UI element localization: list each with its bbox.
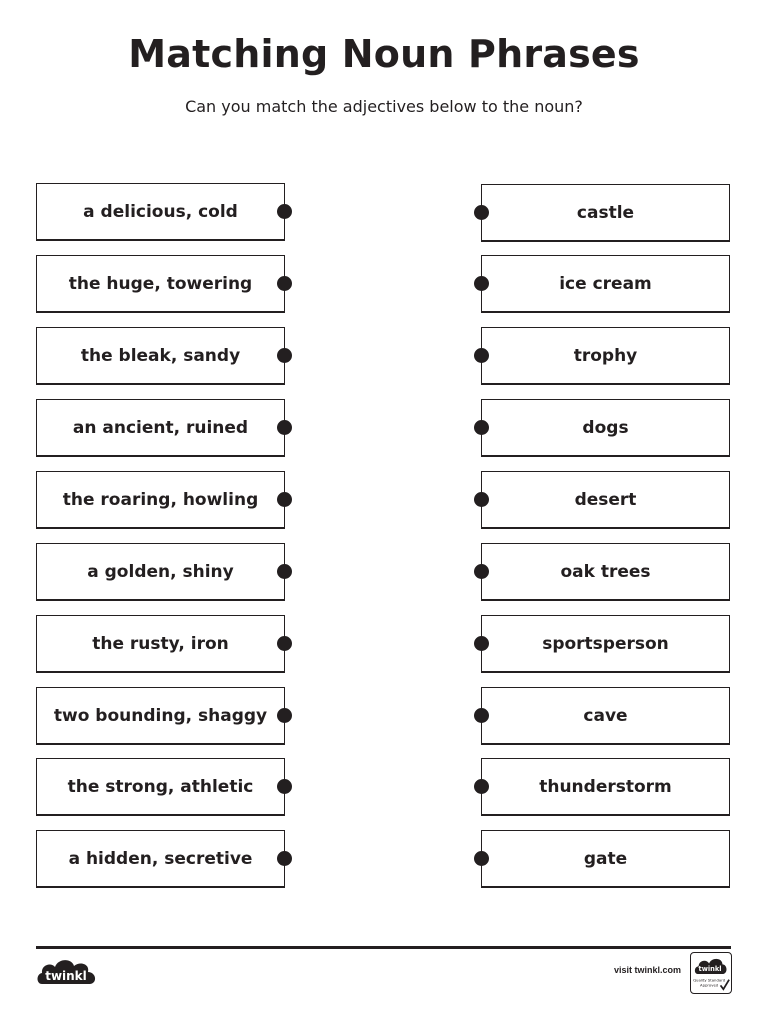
adjective-label: the strong, athletic: [67, 776, 254, 797]
twinkl-logo: [36, 954, 98, 990]
noun-card[interactable]: [481, 471, 730, 529]
visit-link[interactable]: visit twinkl.com: [613, 965, 681, 975]
connector-dot[interactable]: [277, 636, 292, 651]
adjective-label: a golden, shiny: [87, 561, 234, 582]
badge-brand: twinkl: [698, 965, 722, 974]
noun-label: dogs: [582, 417, 629, 438]
adjective-label: the huge, towering: [68, 273, 253, 294]
instructions: Can you match the adjectives below to the noun?: [185, 97, 583, 116]
noun-label: desert: [574, 489, 637, 510]
noun-label: trophy: [573, 345, 638, 366]
noun-label: sportsperson: [542, 633, 669, 654]
adjective-card[interactable]: [36, 615, 285, 673]
noun-card[interactable]: [481, 687, 730, 745]
noun-label: oak trees: [560, 561, 651, 582]
adjective-card[interactable]: [36, 830, 285, 888]
noun-card[interactable]: [481, 255, 730, 313]
connector-dot[interactable]: [474, 851, 489, 866]
connector-dot[interactable]: [474, 420, 489, 435]
badge-line2: Approved: [699, 982, 719, 988]
noun-label: gate: [583, 848, 628, 869]
noun-card[interactable]: [481, 327, 730, 385]
noun-card[interactable]: [481, 830, 730, 888]
adjective-card[interactable]: [36, 471, 285, 529]
adjective-card[interactable]: [36, 327, 285, 385]
connector-dot[interactable]: [277, 492, 292, 507]
adjective-card[interactable]: [36, 183, 285, 241]
connector-dot[interactable]: [277, 779, 292, 794]
noun-card[interactable]: [481, 399, 730, 457]
connector-dot[interactable]: [474, 276, 489, 291]
noun-label: thunderstorm: [539, 776, 672, 797]
noun-card[interactable]: [481, 758, 730, 816]
badge-line1: Quality Standard: [693, 977, 726, 983]
adjective-card[interactable]: [36, 758, 285, 816]
adjective-label: an ancient, ruined: [72, 417, 249, 438]
noun-card[interactable]: [481, 184, 730, 242]
adjective-card[interactable]: [36, 543, 285, 601]
adjective-card[interactable]: [36, 399, 285, 457]
noun-card[interactable]: [481, 615, 730, 673]
connector-dot[interactable]: [474, 779, 489, 794]
connector-dot[interactable]: [277, 204, 292, 219]
connector-dot[interactable]: [277, 420, 292, 435]
connector-dot[interactable]: [277, 348, 292, 363]
connector-dot[interactable]: [474, 564, 489, 579]
page-title: Matching Noun Phrases: [128, 32, 640, 76]
connector-dot[interactable]: [474, 348, 489, 363]
adjective-label: a hidden, secretive: [68, 848, 253, 869]
adjective-label: two bounding, shaggy: [53, 705, 268, 726]
connector-dot[interactable]: [474, 205, 489, 220]
footer-rule: [36, 946, 731, 949]
connector-dot[interactable]: [277, 851, 292, 866]
connector-dot[interactable]: [474, 708, 489, 723]
noun-card[interactable]: [481, 543, 730, 601]
noun-label: castle: [576, 202, 635, 223]
connector-dot[interactable]: [474, 492, 489, 507]
noun-label: cave: [583, 705, 628, 726]
logo-text: twinkl: [45, 969, 87, 983]
adjective-label: the roaring, howling: [62, 489, 259, 510]
connector-dot[interactable]: [277, 708, 292, 723]
adjective-label: the bleak, sandy: [80, 345, 241, 366]
connector-dot[interactable]: [277, 276, 292, 291]
adjective-card[interactable]: [36, 687, 285, 745]
quality-standard-badge: [690, 952, 732, 994]
connector-dot[interactable]: [277, 564, 292, 579]
noun-label: ice cream: [559, 273, 652, 294]
adjective-card[interactable]: [36, 255, 285, 313]
connector-dot[interactable]: [474, 636, 489, 651]
adjective-label: the rusty, iron: [92, 633, 229, 654]
adjective-label: a delicious, cold: [83, 201, 238, 222]
